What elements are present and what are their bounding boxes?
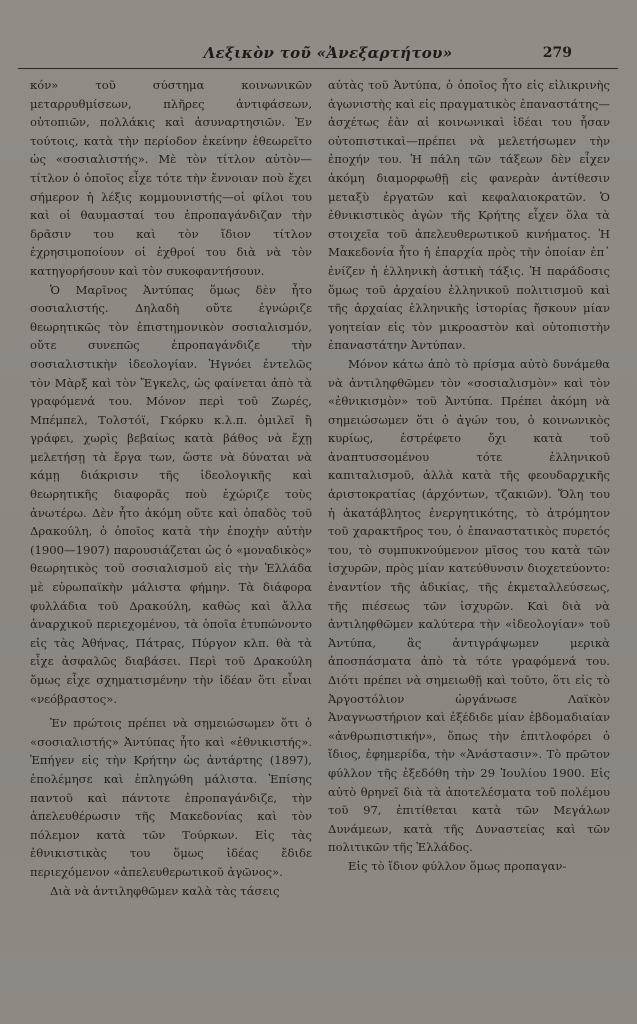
paragraph: Ὁ Μαρῖνος Ἀντύπας ὅμως δὲν ἦτο σοσιαλιστής. Δηλαδὴ οὔτε ἐγνώριζε θεωρητικῶς τὸν ἐπιστημονικὸν σοσιαλισμόν, οὔτε συνεπῶς ἐπροπαγάνδιζε τὴν σοσιαλιστικὴν ἰδεολογίαν. Ἠγνόει ἐντελῶς τὸν Μὰρξ καὶ τὸν Ἔγκελς, ὡς φαίνεται ἀπὸ τὰ γραφόμενά του. Μόνον περὶ τοῦ Ζωρές, Μπέμπελ, Τολστόϊ, Γκόρκυ κ.λ.π. ὁμιλεῖ ἢ γράφει, χωρὶς βεβαίως κατὰ βάθος νὰ ἔχῃ μελετήσῃ τὰ ἔργα των, ὥστε νὰ δύναται νὰ κάμῃ διάκρισιν τῆς ἰδεολογικῆς καὶ θεωρητικῆς διαφορᾶς ποὺ ἐχώριζε τοὺς ἀνωτέρω. Δὲν ἦτο ἀκόμη οὔτε καὶ ὀπαδὸς τοῦ Δρακούλη, ὁ ὁποῖος κατὰ τὴν ἐποχὴν αὐτὴν (1900—1907) παρουσιάζεται ὡς ὁ «μοναδικὸς» θεωρητικὸς τοῦ σοσιαλισμοῦ εἰς τὴν Ἑλλάδα μὲ εὐρωπαϊκὴν μάλιστα φήμην. Τὰ διάφορα φυλλάδια τοῦ Δρακούλη, καθὼς καὶ ἄλλα ἀναρχικοῦ περιεχομένου, τὰ ὁποῖα ἐτυπώνοντο εἰς τὰς Ἀθήνας, Πάτρας, Πύργον κλπ. θὰ τὰ εἶχε ἀσφαλῶς διαβάσει. Περὶ τοῦ Δρακούλη ὅμως εἶχε σχηματισμένην τὴν ἰδέαν ὅτι εἶναι «νεόβραστος». (30, 282, 312, 706)
left-column (30, 76, 312, 900)
right-column (328, 76, 610, 876)
paragraph: Ἐν πρώτοις πρέπει νὰ σημειώσωμεν ὅτι ὁ «σοσιαλιστής» Ἀντύπας ἦτο καὶ «ἐθνικιστής». Ἐπήγεν εἰς τὴν Κρήτην ὡς ἀντάρτης (1897), ἐπολέμησε καὶ ἐπληγώθη μάλιστα. Ἐπίσης παντοῦ καὶ πάντοτε ἐπροπαγάνδιζε, τὴν ἀπελευθέρωσιν τῆς Μακεδονίας καὶ τὸν πόλεμον κατὰ τῶν Τούρκων. Εἰς τὰς ἐθνικιστικὰς του ὅμως ἰδέας ἔδιδε περιεχόμενον «ἀπελευθερωτικοῦ ἀγῶνος». (30, 716, 312, 879)
paragraph: Μόνον κάτω ἀπὸ τὸ πρίσμα αὐτὸ δυνάμεθα νὰ ἀντιληφθῶμεν τὸν «σοσιαλισμὸν» καὶ τὸν «ἐθνικισμὸν» τοῦ Ἀντύπα. Πρέπει ἀκόμη νὰ σημειώσωμεν ὅτι ὁ ἀγών του, ὁ κοινωνικὸς κυρίως, ἐστρέφετο ὄχι κατὰ τοῦ ἀναπτυσσομένου τότε ἑλληνικοῦ καπιταλισμοῦ, ἀλλὰ κατὰ τῆς φεουδαρχικῆς ἀριστοκρατίας (ἀρχόντων, τζακιῶν). Ὅλη του ἡ ἀκατάβλητος ἐνεργητικότης, τὸ ἀτρόμητον τοῦ χαρακτῆρος του, ὁ ἐπαναστατικὸς πυρετός του, τὸ συμπυκνούμενον μῖσος του κατὰ τῶν ἰσχυρῶν, πρὸς μίαν κατεύθυνσιν διοχετεύοντο: ἐναντίον τῆς ἀδικίας, τῆς ἐκμεταλλεύσεως, τῆς πιέσεως τῶν ἰσχυρῶν. Καὶ διὰ νὰ ἀντιληφθῶμεν καλύτερα τὴν «ἰδεολογίαν» τοῦ Ἀντύπα, ἂς ἀντιγράψωμεν μερικὰ ἀποσπάσματα ἀπὸ τὰ τότε γραφόμενά του. Διότι πρέπει νὰ σημειωθῇ καὶ τοῦτο, ὅτι εἰς τὸ Ἀργοστόλιον ὠργάνωσε Λαϊκὸν Ἀναγνωστήριον καὶ ἐξέδιδε μίαν ἑβδομαδιαίαν «ἀνθρωπιστικήν», ὅπως τὴν ἐπιτλοφόρει ὁ ἴδιος, ἐφημερίδα, τὴν «Ἀνάστασιν». Τὸ πρῶτον φύλλον τῆς ἐξεδόθη τὴν 29 Ἰουλίου 1900. Εἰς αὐτὸ θρηνεῖ διὰ τὰ ἀποτελέσματα τοῦ πολέμου τοῦ 97, ἐπιτίθεται κατὰ τῶν Μεγάλων Δυνάμεων, κατὰ τῆς Δυναστείας καὶ τῶν πολιτικῶν τῆς Ἑλλάδος. (328, 356, 610, 855)
paragraph: Διὰ νὰ ἀντιληφθῶμεν καλὰ τὰς τάσεις (50, 883, 280, 898)
paragraph: κόν» τοῦ σύστημα κοινωνικῶν μεταρρυθμίσεων, πλῆρες ἀντιφάσεων, οὐτοπιῶν, πολλάκις καὶ ἀσυναρτησιῶν. Ἐν τούτοις, κατὰ τὴν περίοδον ἐκείνην ἐθεωρεῖτο ὡς «σοσιαλιστής». Μὲ τὸν τίτλον αὐτὸν—τίτλον ὁ ὁποῖος εἶχε τότε τὴν ἔννοιαν ποὺ ἔχει σήμερον ἡ λέξις κομμουνιστής—οἱ φίλοι του καὶ οἱ θαυμασταί του ἐπροπαγάνδιζαν τὴν δρᾶσιν του καὶ τὸν ἴδιον τίτλον ἐχρησιμοποίουν οἱ ἐχθροί του διὰ νὰ τὸν κατηγορήσουν καὶ τὸν συκοφαντήσουν. (30, 78, 312, 278)
paragraph: Εἰς τὸ ἴδιον φύλλον ὅμως προπαγαν- (348, 858, 567, 873)
running-header (18, 42, 618, 69)
page-number: 279 (542, 45, 572, 61)
paragraph: αὐτὰς τοῦ Ἀντύπα, ὁ ὁποῖος ἦτο εἰς εἰλικρινὴς ἀγωνιστὴς καὶ εἰς πραγματικὸς ἐπαναστάτης—ἀσχέτως ἐὰν αἱ κοινωνικαὶ ἰδέαι του ἦσαν οὐτοπιστικαὶ—πρέπει νὰ μελετήσωμεν τὴν ἐποχήν του. Ἡ πάλη τῶν τάξεων δὲν εἶχεν ἀκόμη διαμορφωθῇ εἰς φανερὰν ἀντίθεσιν μεταξὺ ἐργατῶν καὶ κεφαλαιοκρατῶν. Ὁ ἐθνικιστικὸς ἀγὼν τῆς Κρήτης εἶχεν ὅλα τὰ στοιχεῖα τοῦ ἀπελευθερωτικοῦ κινήματος. Ἡ Μακεδονία ἦτο ἡ ἐπαρχία πρὸς τὴν ὁποίαν ἐπ᾿ ἐνίζεν ἡ ἑλληνικὴ ἀστικὴ τάξις. Ἡ παράδοσις ὅμως τοῦ ἀρχαίου ἑλληνικοῦ πολιτισμοῦ καὶ τῆς ἀρχαίας ἑλληνικῆς ἱστορίας ἤσκουν μίαν γοητείαν εἰς τὸν μικροαστὸν καὶ οὐτοπιστὴν ἐπαναστάτην Ἀντύπαν. (328, 78, 610, 353)
header-title: Λεξικὸν τοῦ «Ἀνεξαρτήτου» (203, 44, 453, 62)
